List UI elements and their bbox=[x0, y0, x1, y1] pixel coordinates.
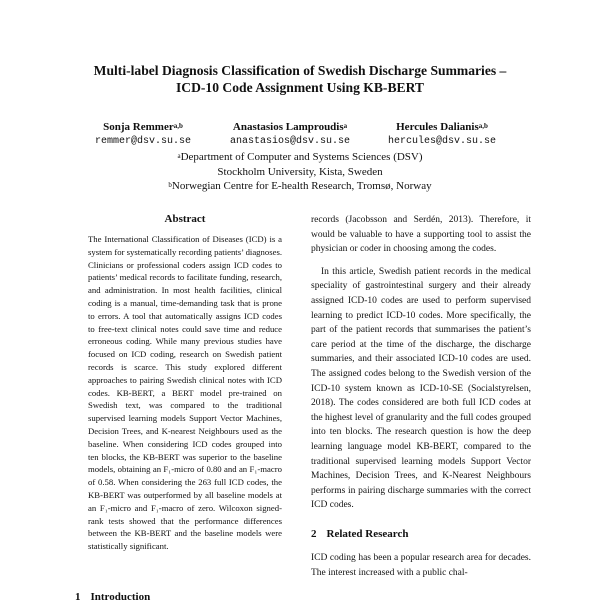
author-3-email: hercules@dsv.su.se bbox=[388, 136, 497, 147]
section-2-number: 2 bbox=[311, 527, 317, 540]
abstract-text: The International Classification of Diseases (ICD) is a system for systematically recording patients’ diagnoses. Clinicians or professional coders assign ICD codes to patients’ medical records to facilitate funding, research, and administration. In most health facilities, clinical coding is a manual, time-demanding task that is prone to errors. A tool that automatically assigns ICD codes to free-text clinical notes could save time and reduce erroneous coding. While many previous studies have focused on ICD coding, research on Swedish patient records is scarce. This study explored different approaches to pairing Swedish clinical notes with ICD codes. KB-BERT, a BERT model pre-trained on Swedish text, was compared to the traditional supervised learning models Support Vector Machines, Decision Trees, and K-nearest Neighbours used as the baseline. When considering ICD codes grouped into ten blocks, the KB-BERT was superior to the baseline models, obtaining an F₁-micro of 0.80 and an F₁-macro of 0.58. When considering the 263 full ICD codes, the KB-BERT was outperformed by all baseline models at an F₁-micro and F₁-macro of zero. Wilcoxon signed-rank tests showed that the performance differences between the KB-BERT and the baseline models were statistically significant. bbox=[88, 234, 282, 552]
introduction-number: 1 bbox=[75, 591, 81, 603]
affiliation-a-sup: a bbox=[177, 152, 181, 160]
affiliation-a-location: Stockholm University, Kista, Sweden bbox=[217, 165, 383, 178]
author-2-sup: a bbox=[343, 122, 348, 130]
author-2 bbox=[230, 120, 350, 148]
affiliation-b-sup: b bbox=[168, 181, 172, 189]
author-3-sup: a,b bbox=[478, 122, 488, 130]
author-1 bbox=[95, 120, 191, 148]
affiliation-b: $^b$Norwegian Centre for E-health Research, Tromsø, Norway bbox=[168, 180, 432, 192]
title-line-2: ICD-10 Code Assignment Using KB-BERT bbox=[175, 80, 425, 95]
author-1-sup: a,b bbox=[173, 122, 183, 130]
affiliations bbox=[60, 150, 540, 194]
right-column bbox=[311, 213, 531, 581]
author-2-email: anastasios@dsv.su.se bbox=[230, 136, 351, 147]
section-2-title: Related Research bbox=[326, 527, 409, 540]
author-1-email: remmer@dsv.su.se bbox=[95, 136, 192, 147]
right-paragraph-3: ICD coding has been a popular research area for decades. The interest increased with a public chal- bbox=[311, 553, 531, 579]
affiliation-a: $^a$Department of Computer and Systems Sciences (DSV) bbox=[177, 151, 423, 163]
section-2-heading bbox=[311, 527, 531, 542]
author-1-name: Sonja Remmer bbox=[103, 121, 174, 133]
paper-title bbox=[40, 62, 560, 96]
author-3-name: Hercules Dalianis bbox=[396, 121, 479, 133]
abstract-heading: Abstract bbox=[164, 213, 206, 225]
right-paragraph-1: records (Jacobsson and Serdén, 2013). Therefore, it would be valuable to have a supporting tool to assist the physician or coder in choosing among the codes. bbox=[311, 215, 531, 255]
introduction-heading bbox=[75, 591, 150, 603]
right-paragraph-2: In this article, Swedish patient records in the medical speciality of gastrointestinal surgery and their already assigned ICD-10 codes are used to perform supervised learning to predict ICD-10 codes. More specifically, the part of the patient records that summarises the patient’s care period at the time of the discharge, the discharge summaries, and their associated ICD-10 codes are used. The assigned codes belong to the Swedish version of the ICD-10 system known as ICD-10-SE (Socialstyrelsen, 2018). The codes considered are both full ICD codes at the highest level of granularity and the full codes grouped into ten blocks. The research question is how the deep learning language model KB-BERT, compared to the traditional supervised learning models Support Vector Machines, Decision Trees, and K-Nearest Neighbours performs in pairing discharge summaries with the correct ICD codes. bbox=[311, 266, 531, 511]
author-2-name: Anastasios Lamproudis bbox=[232, 121, 344, 133]
introduction-title: Introduction bbox=[90, 591, 151, 603]
author-3 bbox=[388, 120, 496, 148]
title-line-1: Multi-label Diagnosis Classification of Swedish Discharge Summaries – bbox=[93, 63, 507, 78]
